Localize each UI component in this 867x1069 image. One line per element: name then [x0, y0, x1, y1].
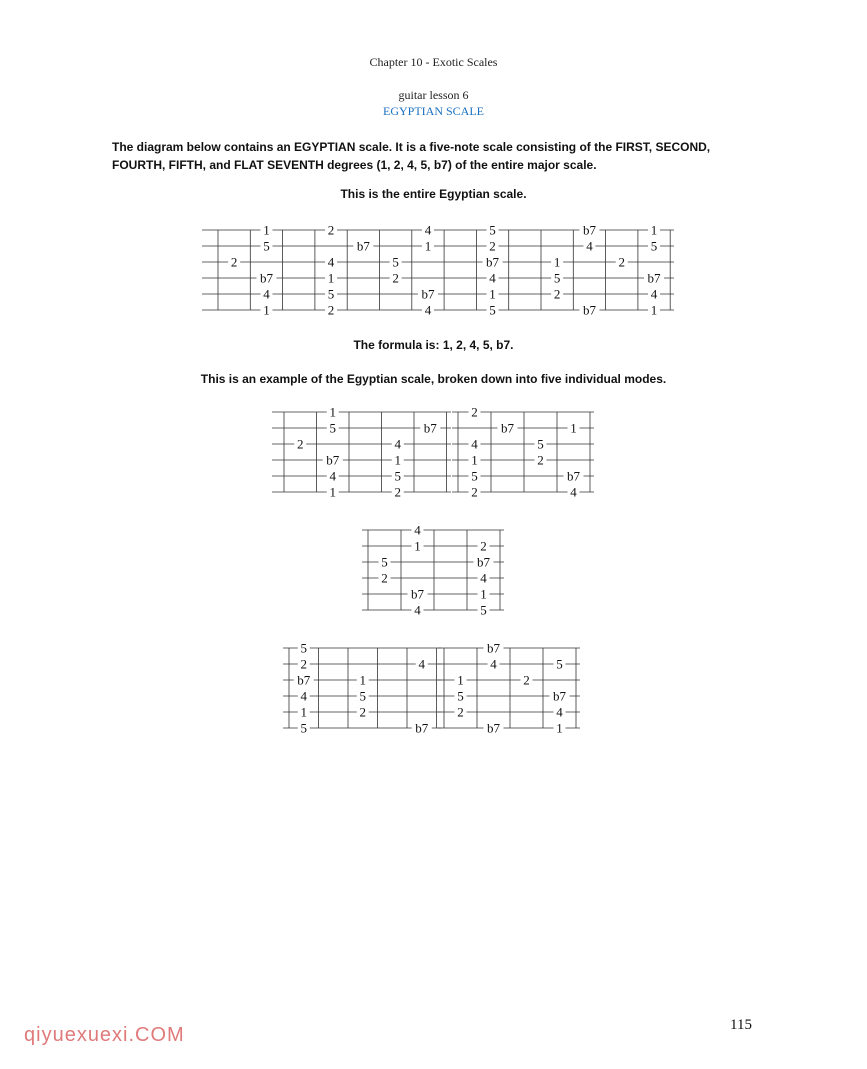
scale-note: b7 [487, 640, 500, 656]
scale-note: 1 [650, 222, 658, 238]
scale-note: 1 [471, 452, 478, 468]
scale-note: 5 [327, 286, 335, 302]
scale-note: 4 [327, 254, 335, 270]
scale-note: 1 [480, 586, 487, 602]
scale-note: b7 [415, 720, 429, 736]
scale-note: 5 [300, 720, 307, 736]
scale-note: 5 [394, 468, 401, 484]
scale-note: b7 [421, 286, 435, 302]
scale-note: 1 [359, 672, 366, 688]
scale-note: 5 [359, 688, 366, 704]
scale-note: b7 [477, 554, 490, 570]
scale-note: 2 [553, 286, 561, 302]
scale-note: 1 [489, 286, 496, 302]
scale-note: b7 [553, 688, 566, 704]
watermark-logo: qiyuexuexi.COM [24, 1024, 185, 1046]
mode-5-fretboard [438, 640, 580, 745]
scale-note: 2 [457, 704, 464, 720]
scale-note: 2 [300, 656, 307, 672]
scale-note: b7 [423, 420, 437, 436]
mode5-grid [438, 640, 580, 740]
scale-note: 5 [489, 222, 496, 238]
scale-note: 5 [329, 420, 336, 436]
scale-note: b7 [582, 222, 596, 238]
mode1-grid [272, 404, 451, 504]
scale-note: b7 [501, 420, 514, 436]
scale-note: 2 [471, 404, 478, 420]
scale-note: 5 [471, 468, 478, 484]
scale-note: 4 [480, 570, 487, 586]
scale-note: 4 [556, 704, 563, 720]
scale-note: 4 [329, 468, 336, 484]
scale-note: 4 [263, 286, 270, 302]
scale-note: b7 [259, 270, 273, 286]
scale-note: 2 [327, 302, 335, 318]
mode-3-fretboard [362, 522, 504, 627]
scale-note: 4 [650, 286, 658, 302]
scale-note: b7 [487, 720, 500, 736]
scale-note: 2 [230, 254, 238, 270]
mode3-grid [362, 522, 504, 622]
scale-note: 5 [553, 270, 561, 286]
scale-note: 1 [263, 222, 270, 238]
scale-note: 1 [424, 238, 432, 254]
scale-note: 1 [263, 302, 270, 318]
scale-note: 2 [480, 538, 487, 554]
scale-note: 2 [359, 704, 366, 720]
scale-note: 5 [480, 602, 487, 618]
scale-note: 2 [392, 270, 399, 286]
scale-note: 1 [570, 420, 577, 436]
scale-note: b7 [567, 468, 580, 484]
scale-note: b7 [582, 302, 596, 318]
scale-note: b7 [326, 452, 340, 468]
formula-caption: The formula is: 1, 2, 4, 5, b7. [353, 338, 514, 352]
scale-note: b7 [647, 270, 661, 286]
scale-note: 4 [418, 656, 425, 672]
page-number: 115 [730, 1017, 752, 1033]
scale-note: 5 [556, 656, 563, 672]
scale-note: 1 [327, 270, 335, 286]
scale-note: 5 [489, 302, 496, 318]
chapter-title: Chapter 10 - Exotic Scales [369, 55, 498, 69]
entire-scale-caption: This is the entire Egyptian scale. [340, 187, 527, 201]
scale-note: 5 [300, 640, 307, 656]
scale-note: 4 [489, 270, 496, 286]
scale-note: 4 [570, 484, 577, 500]
scale-note: 1 [457, 672, 464, 688]
lesson-label: guitar lesson 6 [398, 88, 469, 102]
scale-note: 1 [650, 302, 658, 318]
scale-note: 2 [489, 238, 496, 254]
scale-note: 5 [650, 238, 658, 254]
scale-note: b7 [411, 586, 424, 602]
scale-note: 2 [394, 484, 401, 500]
scale-note: 5 [537, 436, 544, 452]
scale-note: 1 [329, 484, 336, 500]
scale-note: 5 [457, 688, 464, 704]
scale-note: 4 [471, 436, 478, 452]
scale-note: 1 [300, 704, 307, 720]
scale-note: b7 [486, 254, 500, 270]
scale-note: 1 [553, 254, 561, 270]
scale-note: 2 [523, 672, 530, 688]
full-grid [202, 222, 674, 322]
scale-note: 4 [414, 602, 421, 618]
intro-paragraph: The diagram below contains an EGYPTIAN scale. It is a five-note scale consisting of the FIRST, SECOND, FOURTH, FIFTH, and FLAT SEVENTH degrees (1, 2, 4, 5, b7) of the entire major scale. [112, 140, 711, 172]
scale-note: 4 [424, 302, 432, 318]
mode-4-fretboard [283, 640, 441, 745]
entire-scale-fretboard [202, 222, 674, 327]
scale-note: 1 [394, 452, 401, 468]
mode-1-fretboard [272, 404, 451, 509]
scale-note: 4 [586, 238, 593, 254]
scale-note: b7 [356, 238, 370, 254]
scale-note: 2 [297, 436, 304, 452]
scale-note: 4 [394, 436, 401, 452]
scale-note: 4 [300, 688, 307, 704]
scale-note: 4 [424, 222, 432, 238]
scale-note: b7 [297, 672, 311, 688]
scale-note: 2 [381, 570, 388, 586]
scale-note: 1 [329, 404, 336, 420]
scale-note: 1 [556, 720, 563, 736]
scale-note: 4 [414, 522, 421, 538]
scale-note: 5 [263, 238, 270, 254]
scale-note: 2 [537, 452, 544, 468]
scale-note: 1 [414, 538, 421, 554]
scale-note: 5 [392, 254, 399, 270]
scale-name-heading: EGYPTIAN SCALE [383, 104, 484, 118]
scale-note: 5 [381, 554, 388, 570]
scale-note: 2 [618, 254, 625, 270]
scale-note: 2 [327, 222, 335, 238]
mode-2-fretboard [452, 404, 594, 509]
scale-note: 2 [471, 484, 478, 500]
mode4-grid [283, 640, 441, 740]
mode2-grid [452, 404, 594, 504]
scale-note: 4 [490, 656, 497, 672]
modes-caption: This is an example of the Egyptian scale, broken down into five individual modes. [200, 372, 667, 386]
